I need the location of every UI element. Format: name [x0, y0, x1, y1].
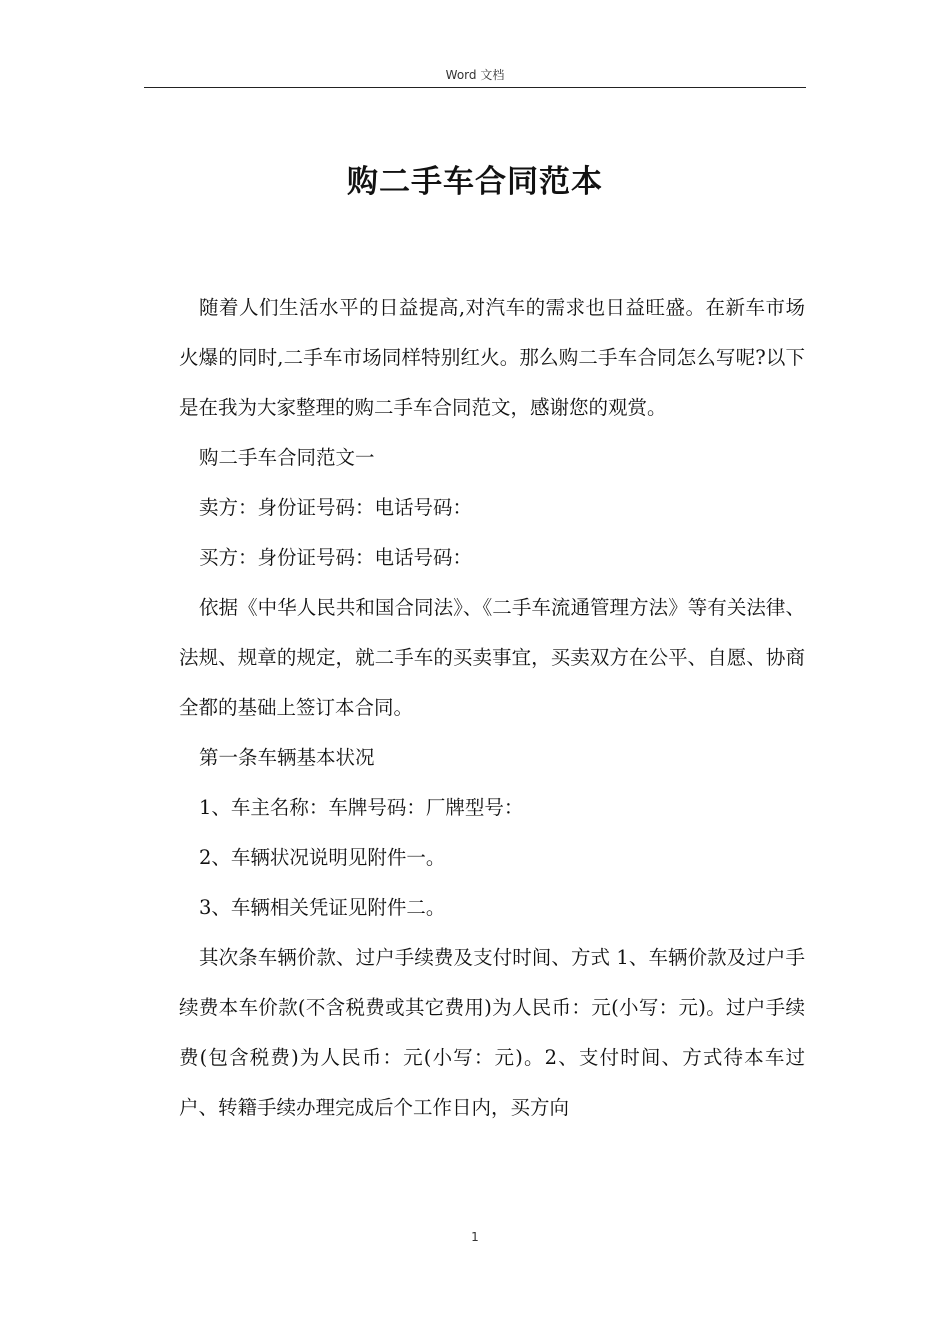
- paragraph-item-1: 1、车主名称：车牌号码：厂牌型号：: [199, 796, 524, 819]
- paragraph-item-2: 2、车辆状况说明见附件一。: [199, 846, 446, 869]
- document-body: [179, 283, 805, 1133]
- header-divider: [144, 87, 806, 88]
- paragraph-item-3: 3、车辆相关凭证见附件二。: [199, 896, 446, 919]
- paragraph-article-one: 第一条车辆基本状况: [199, 746, 375, 769]
- paragraph-seller: 卖方：身份证号码：电话号码：: [199, 496, 473, 519]
- paragraph-article-two: 其次条车辆价款、过户手续费及支付时间、方式 1、车辆价款及过户手续费本车价款(不含税费或其它费用)为人民币：元(小写：元)。过户手续费(包含税费)为人民币：元(小写：元)。2、支付时间、方式待本车过户、转籍手续办理完成后个工作日内，买方向: [179, 946, 805, 1119]
- page-number: 1: [471, 1230, 479, 1244]
- document-title: 购二手车合同范本: [347, 164, 603, 200]
- page-header: Word 文档: [445, 68, 505, 82]
- paragraph-buyer: 买方：身份证号码：电话号码：: [199, 546, 473, 569]
- paragraph-legal-basis: 依据《中华人民共和国合同法》、《二手车流通管理方法》等有关法律、法规、规章的规定，就二手车的买卖事宜，买卖双方在公平、自愿、协商全都的基础上签订本合同。: [179, 596, 805, 719]
- paragraph-section-heading: 购二手车合同范文一: [199, 446, 375, 469]
- paragraph-intro: 随着人们生活水平的日益提高,对汽车的需求也日益旺盛。在新车市场火爆的同时,二手车市场同样特别红火。那么购二手车合同怎么写呢?以下是在我为大家整理的购二手车合同范文，感谢您的观赏。: [179, 296, 805, 419]
